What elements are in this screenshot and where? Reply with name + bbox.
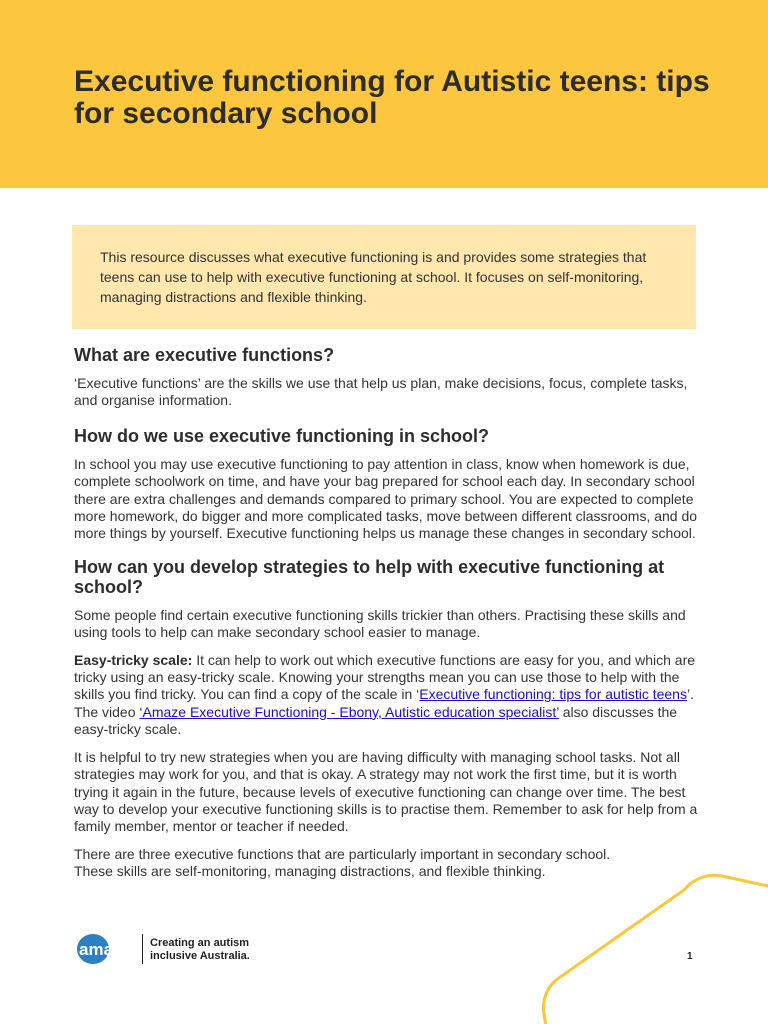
easy-tricky-scale-label: Easy-tricky scale: xyxy=(74,651,193,668)
three-functions-line-2: These skills are self-monitoring, managing distractions, and flexible thinking. xyxy=(74,863,546,880)
paragraph-easy-tricky-scale xyxy=(74,652,698,739)
amaze-logo-text: amaze xyxy=(79,940,131,959)
link-executive-functioning-tips[interactable]: Executive functioning: tips for autistic teens xyxy=(419,686,687,703)
page-title: Executive functioning for Autistic teens: tips for secondary school xyxy=(74,65,710,130)
amaze-logo-mark xyxy=(76,932,138,966)
page-number: 1 xyxy=(687,951,693,962)
heading-develop-strategies: How can you develop strategies to help with executive functioning at school? xyxy=(74,556,665,597)
heading-how-use-in-school: How do we use executive functioning in school? xyxy=(74,425,490,446)
three-functions-line-1: There are three executive functions that are particularly important in secondary school. xyxy=(74,845,611,862)
scale-text-2: ’. The video xyxy=(74,686,694,720)
logo-divider xyxy=(142,934,143,964)
scale-text-1: It can help to work out which executive functions are easy for you, and which are tricky using an easy-tricky scale. Knowing your strengths mean you can use those to help with the skills you find tricky. You can find a copy of the scale in ‘ xyxy=(74,651,696,703)
intro-callout xyxy=(72,225,696,329)
link-amaze-video[interactable]: ‘Amaze Executive Functioning - Ebony, Autistic education specialist’ xyxy=(139,703,559,720)
logo-tagline xyxy=(150,937,270,962)
intro-text: This resource discusses what executive functioning is and provides some strategies that teens can use to help with executive functioning at school. It focuses on self-monitoring, managing distractions and flexible thinking. xyxy=(100,249,647,305)
paragraph-three-functions xyxy=(74,846,698,881)
paragraph-develop: Some people find certain executive functioning skills trickier than others. Practising these skills and using tools to help can make secondary school easier to manage. xyxy=(74,606,686,641)
main-content xyxy=(74,345,698,881)
heading-what-are-executive-functions: What are executive functions? xyxy=(74,345,335,365)
paragraph-try-strategies: It is helpful to try new strategies when you are having difficulty with managing school tasks. Not all strategies may work for you, and that is okay. A strategy may not work the first time, but it is worth trying it again in the future, because levels of executive functioning can change over time. The best way to develop your executive functioning skills is to practise them. Remember to ask for help from a family member, mentor or teacher if needed. xyxy=(74,748,698,835)
scale-text-3: also discusses the easy-tricky scale. xyxy=(74,703,678,738)
tagline-line-1: Creating an autism xyxy=(150,937,250,949)
paragraph-how-use: In school you may use executive functioning to pay attention in class, know when homework is due, complete schoolwork on time, and have your bag prepared for school each day. In secondary school there are extra challenges and demands compared to primary school. You are expected to complete more homework, do bigger and more complicated tasks, move between different classrooms, and do more things by yourself. Executive functioning helps us manage these changes in secondary school. xyxy=(74,455,698,542)
amaze-logo xyxy=(76,932,266,966)
tagline-line-2: inclusive Australia. xyxy=(150,949,250,962)
paragraph-what: ‘Executive functions’ are the skills we use that help us plan, make decisions, focus, complete tasks, and organise information. xyxy=(74,375,688,409)
